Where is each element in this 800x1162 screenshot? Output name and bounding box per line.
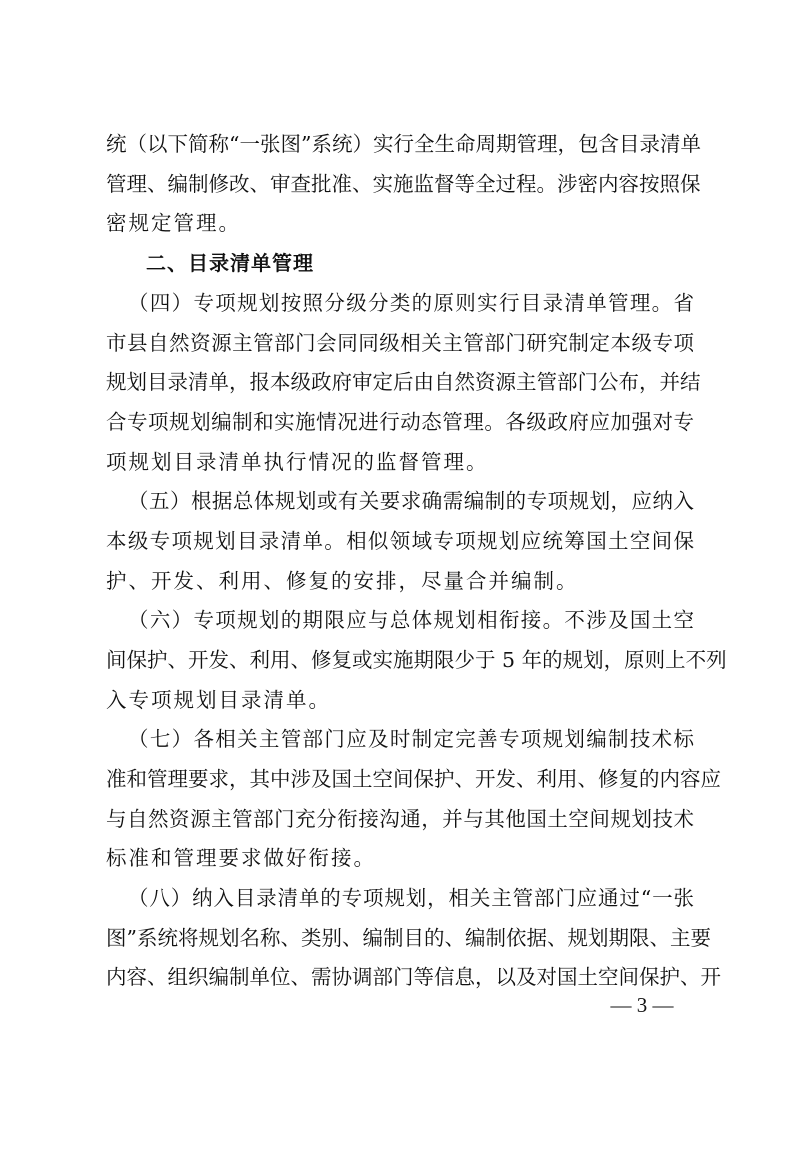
paragraph-line: （八）纳入目录清单的专项规划，相关主管部门应通过“一张 — [128, 886, 694, 910]
paragraph-line: （七）各相关主管部门应及时制定完善专项规划编制技术标 — [128, 727, 694, 751]
paragraph-line: 统（以下简称“一张图”系统）实行全生命周期管理，包含目录清单 — [106, 132, 701, 156]
paragraph-line: 项规划目录清单执行情况的监督管理。 — [106, 450, 489, 474]
paragraph-line: 合专项规划编制和实施情况进行动态管理。各级政府应加强对专 — [106, 410, 694, 434]
paragraph-line: 图”系统将规划名称、类别、编制目的、编制依据、规划期限、主要 — [106, 926, 711, 950]
paragraph-line: 管理、编制修改、审查批准、实施监督等全过程。涉密内容按照保 — [106, 172, 701, 196]
paragraph-line: 准和管理要求，其中涉及国土空间保护、开发、利用、修复的内容应 — [106, 767, 721, 791]
page-number: — 3 — — [610, 993, 674, 1017]
paragraph-line: 规划目录清单，报本级政府审定后由自然资源主管部门公布，并结 — [106, 370, 701, 394]
paragraph-line: 间保护、开发、利用、修复或实施期限少于 5 年的规划，原则上不列 — [106, 648, 727, 672]
paragraph-line: 本级专项规划目录清单。相似领域专项规划应统筹国土空间保 — [106, 529, 694, 553]
paragraph-line: 入专项规划目录清单。 — [106, 688, 331, 712]
paragraph-line: （六）专项规划的期限应与总体规划相衔接。不涉及国土空 — [128, 608, 694, 632]
paragraph-line: 市县自然资源主管部门会同同级相关主管部门研究制定本级专项 — [106, 331, 694, 355]
paragraph-line: 密规定管理。 — [106, 211, 241, 235]
paragraph-line: 与自然资源主管部门充分衔接沟通，并与其他国土空间规划技术 — [106, 807, 694, 831]
paragraph-line: （五）根据总体规划或有关要求确需编制的专项规划，应纳入 — [128, 489, 694, 513]
section-heading: 二、目录清单管理 — [146, 251, 314, 275]
paragraph-line: 内容、组织编制单位、需协调部门等信息，以及对国土空间保护、开 — [106, 965, 721, 989]
paragraph-line: （四）专项规划按照分级分类的原则实行目录清单管理。省 — [128, 291, 694, 315]
paragraph-line: 标准和管理要求做好衔接。 — [106, 846, 376, 870]
paragraph-line: 护、开发、利用、修复的安排，尽量合并编制。 — [106, 569, 579, 593]
